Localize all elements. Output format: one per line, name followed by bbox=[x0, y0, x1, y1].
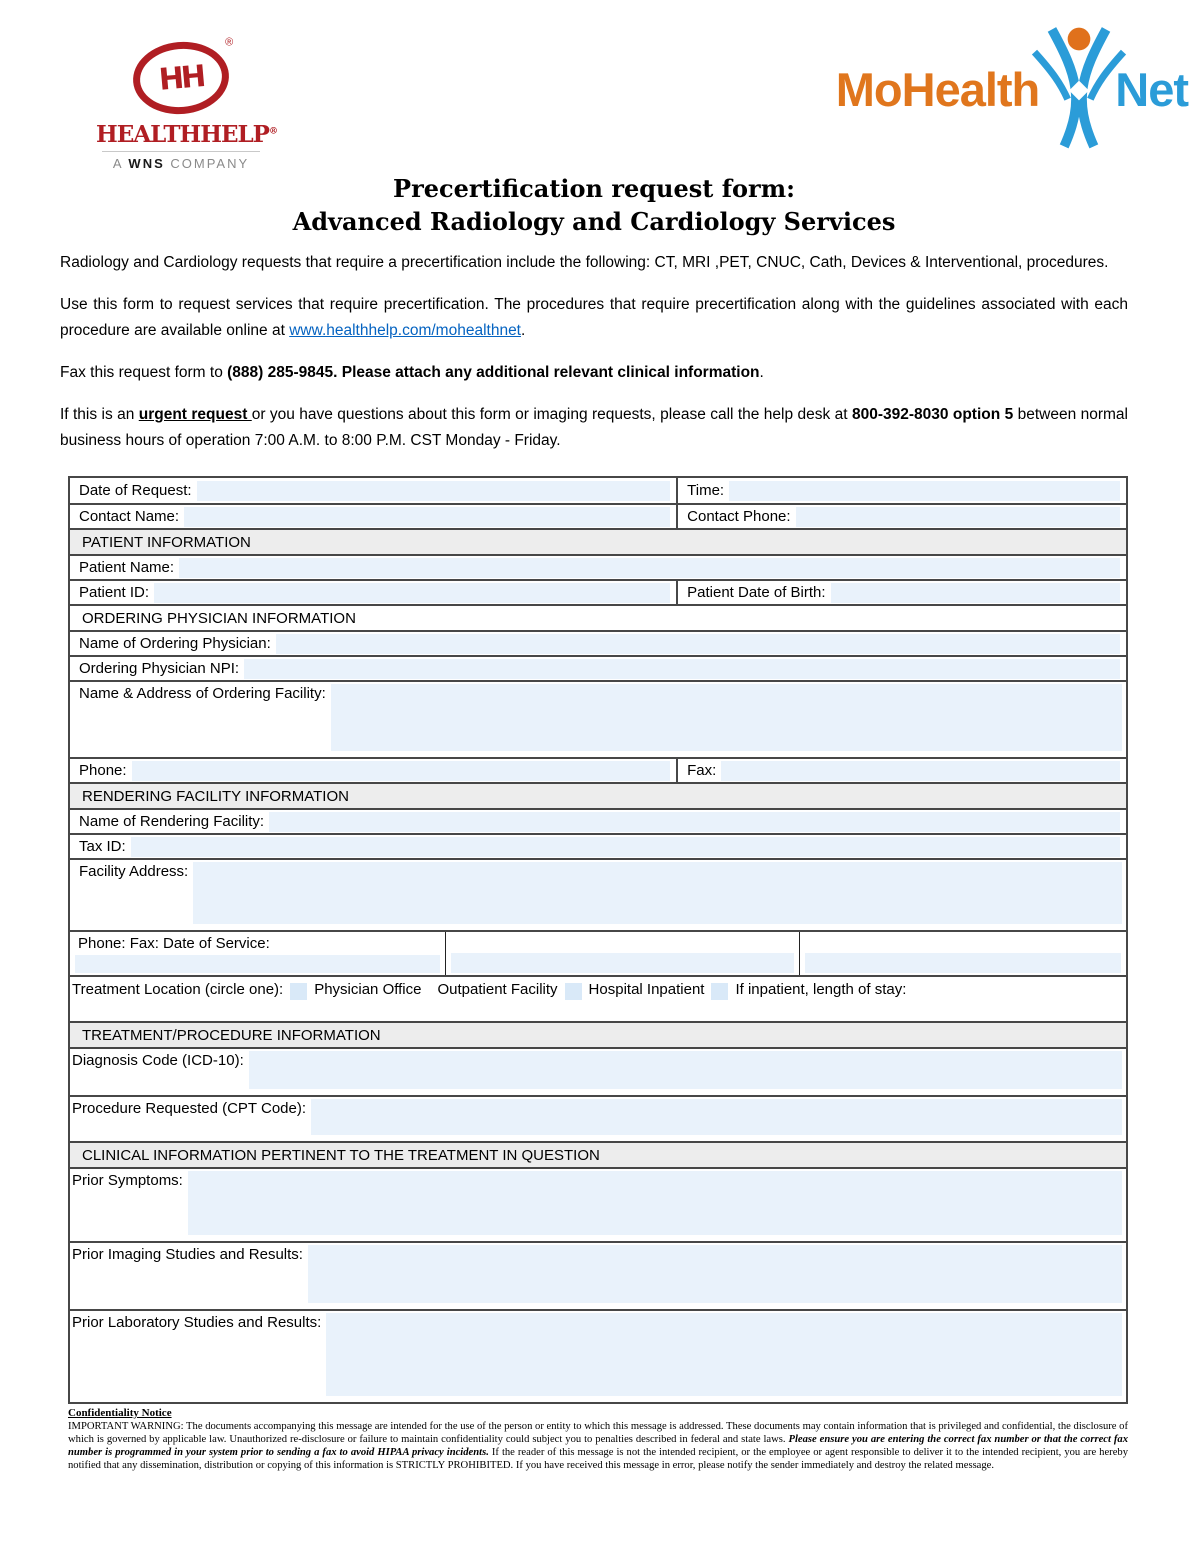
table-row-date-time bbox=[70, 478, 1126, 503]
patient-id-cell bbox=[70, 581, 676, 604]
confidentiality-emphasis: Please ensure you are entering the correct fax number or that the correct fax number is programmed in your system prior to sending a fax to avoid HIPAA privacy incidents. bbox=[68, 1434, 1128, 1458]
prior-symptoms-input[interactable] bbox=[188, 1171, 1122, 1235]
dos-date-cell bbox=[799, 932, 1126, 975]
phone-fax-dos-label: Phone: Fax: Date of Service: bbox=[78, 935, 270, 952]
tax-id-input[interactable] bbox=[131, 837, 1120, 857]
physician-office-checkbox[interactable] bbox=[290, 983, 307, 1000]
mohealth-wordmark: MoHealth bbox=[835, 62, 1040, 116]
intro-text-4c: or you have questions about this form or imaging requests, please call the help desk at bbox=[251, 406, 852, 423]
healthhelp-logo bbox=[96, 36, 277, 171]
patient-dob-input[interactable] bbox=[831, 583, 1120, 603]
dos-phone-input[interactable] bbox=[75, 955, 440, 973]
rendering-facility-name-input[interactable] bbox=[269, 812, 1120, 832]
form-title-line2: Advanced Radiology and Cardiology Services bbox=[292, 207, 896, 236]
tagline-prefix: A bbox=[112, 156, 129, 171]
table-row-ordering-facility bbox=[70, 680, 1126, 757]
page-header bbox=[0, 0, 1200, 170]
healthhelp-monogram: HH bbox=[157, 58, 205, 98]
tax-id-cell bbox=[70, 835, 1126, 858]
table-row-phone-fax-dos bbox=[70, 930, 1126, 975]
contact-name-cell bbox=[70, 505, 676, 528]
intro-paragraph-4 bbox=[60, 402, 1128, 454]
section-header-ordering-physician: ORDERING PHYSICIAN INFORMATION bbox=[70, 604, 1126, 630]
mohealthnet-logo bbox=[836, 22, 1188, 156]
registered-mark: ® bbox=[224, 36, 234, 49]
table-row-tax-id bbox=[70, 833, 1126, 858]
table-row-patient-id-dob bbox=[70, 579, 1126, 604]
phone-input[interactable] bbox=[132, 761, 671, 781]
tax-id-label: Tax ID: bbox=[79, 838, 126, 855]
table-row-patient-name bbox=[70, 554, 1126, 579]
dos-fax-input[interactable] bbox=[451, 953, 794, 973]
diagnosis-code-input[interactable] bbox=[249, 1051, 1122, 1089]
confidentiality-text-1: IMPORTANT WARNING: The documents accompanying this message are intended for the use of the person or entity to which this message is addressed. These documents may contain information that is privileged and confidential, the disclosure of which is governed by applicable law. Unauthorized re-disclosure or failure to maintain confidentiality could subject you to penalties described in federal and state laws. bbox=[68, 1421, 1128, 1445]
physician-office-option[interactable]: Physician Office bbox=[314, 981, 422, 998]
ordering-physician-npi-input[interactable] bbox=[244, 659, 1120, 679]
rendering-facility-name-label: Name of Rendering Facility: bbox=[79, 813, 265, 830]
ordering-facility-input[interactable] bbox=[331, 684, 1122, 751]
ordering-physician-npi-cell bbox=[70, 657, 1126, 680]
intro-text-4a: If this is an bbox=[60, 406, 139, 423]
logo-divider bbox=[102, 151, 260, 152]
mohealthnet-figure-icon bbox=[1031, 24, 1127, 150]
table-row-prior-symptoms bbox=[70, 1167, 1126, 1241]
procedure-requested-label: Procedure Requested (CPT Code): bbox=[72, 1100, 307, 1117]
healthhelp-wordmark bbox=[96, 121, 277, 148]
request-form-table bbox=[68, 476, 1128, 1404]
section-header-clinical: CLINICAL INFORMATION PERTINENT TO THE TREATMENT IN QUESTION bbox=[70, 1141, 1126, 1167]
time-cell bbox=[676, 478, 1126, 503]
time-input[interactable] bbox=[729, 481, 1120, 501]
form-title bbox=[60, 172, 1128, 238]
healthhelp-oval-icon bbox=[130, 38, 232, 118]
facility-address-label: Facility Address: bbox=[79, 863, 189, 880]
rendering-facility-name-cell bbox=[70, 810, 1126, 833]
ordering-physician-name-label: Name of Ordering Physician: bbox=[79, 635, 271, 652]
contact-name-label: Contact Name: bbox=[79, 508, 180, 525]
form-title-line1: Precertification request form: bbox=[393, 174, 795, 203]
intro-text-3c: . bbox=[759, 364, 764, 381]
section-header-patient: PATIENT INFORMATION bbox=[70, 528, 1126, 554]
intro-paragraph-1 bbox=[60, 250, 1128, 276]
patient-id-label: Patient ID: bbox=[79, 584, 150, 601]
net-wordmark: Net bbox=[1115, 62, 1188, 116]
table-row-ordering-physician-npi bbox=[70, 655, 1126, 680]
help-desk-number-text: 800-392-8030 option 5 bbox=[851, 406, 1014, 423]
patient-dob-label: Patient Date of Birth: bbox=[687, 584, 826, 601]
fax-input[interactable] bbox=[721, 761, 1120, 781]
hospital-inpatient-checkbox[interactable] bbox=[565, 983, 582, 1000]
ordering-physician-name-cell bbox=[70, 632, 1126, 655]
phone-cell bbox=[70, 759, 676, 782]
prior-imaging-input[interactable] bbox=[308, 1245, 1122, 1303]
prior-imaging-label: Prior Imaging Studies and Results: bbox=[72, 1246, 303, 1263]
wns-brand: WNS bbox=[128, 156, 165, 171]
time-label: Time: bbox=[687, 482, 725, 499]
prior-lab-label: Prior Laboratory Studies and Results: bbox=[72, 1314, 322, 1331]
fax-cell bbox=[676, 759, 1126, 782]
confidentiality-text-2: If the reader of this message is not the intended recipient, or the employee or agent responsible to deliver it to the intended recipient, you are hereby notified that any dissemination, distribution or copying of this information is STRICTLY PROHIBITED. If you have received this message in error, please notify the sender immediately and destroy the related message. bbox=[68, 1447, 1128, 1471]
dos-fax-cell bbox=[445, 932, 799, 975]
confidentiality-notice bbox=[68, 1407, 1128, 1472]
hospital-inpatient-option[interactable]: Hospital Inpatient bbox=[588, 981, 705, 998]
table-row-ordering-physician-name bbox=[70, 630, 1126, 655]
outpatient-facility-option[interactable]: Outpatient Facility bbox=[437, 981, 558, 998]
date-of-request-label: Date of Request: bbox=[79, 482, 192, 499]
table-row-diagnosis-code bbox=[70, 1047, 1126, 1095]
intro-text-3a: Fax this request form to bbox=[60, 364, 228, 381]
dos-spacer bbox=[446, 932, 799, 938]
dos-phone-cell bbox=[70, 932, 445, 975]
contact-phone-cell bbox=[676, 505, 1126, 528]
facility-address-input[interactable] bbox=[193, 862, 1122, 924]
treatment-location-label: Treatment Location (circle one): bbox=[72, 981, 284, 998]
contact-phone-input[interactable] bbox=[796, 507, 1120, 527]
phone-label: Phone: bbox=[79, 762, 127, 779]
confidentiality-body bbox=[68, 1420, 1128, 1472]
table-row-rendering-facility-name bbox=[70, 808, 1126, 833]
intro-text-2a: Use this form to request services that require precertification. The procedures that require precertification along with the guidelines associated with each procedure are available online at bbox=[60, 296, 1128, 339]
dos-date-input[interactable] bbox=[805, 953, 1121, 973]
section-header-rendering-facility: RENDERING FACILITY INFORMATION bbox=[70, 782, 1126, 808]
intro-text-4e: between normal business hours of operation 7:00 A.M. to 8:00 P.M. CST Monday - Friday. bbox=[60, 406, 1128, 449]
table-row-phone-fax bbox=[70, 757, 1126, 782]
wns-tagline bbox=[96, 156, 266, 171]
diagnosis-code-label: Diagnosis Code (ICD-10): bbox=[72, 1052, 244, 1069]
patient-name-label: Patient Name: bbox=[79, 559, 175, 576]
ordering-physician-npi-label: Ordering Physician NPI: bbox=[79, 660, 240, 677]
table-row-facility-address bbox=[70, 858, 1126, 930]
confidentiality-heading: Confidentiality Notice bbox=[68, 1407, 172, 1419]
ordering-facility-label: Name & Address of Ordering Facility: bbox=[79, 685, 326, 702]
inpatient-length-label: If inpatient, length of stay: bbox=[735, 981, 907, 998]
contact-name-input[interactable] bbox=[184, 507, 670, 527]
fax-number-text: (888) 285-9845. Please attach any additional relevant clinical information bbox=[227, 364, 760, 381]
dos-spacer bbox=[800, 932, 1126, 938]
patient-dob-cell bbox=[676, 581, 1126, 604]
registered-mark: ® bbox=[268, 126, 277, 137]
prior-symptoms-label: Prior Symptoms: bbox=[72, 1172, 183, 1189]
inpatient-length-checkbox[interactable] bbox=[711, 983, 728, 1000]
fax-label: Fax: bbox=[687, 762, 717, 779]
table-row-treatment-location bbox=[70, 975, 1126, 1021]
urgent-request-text: urgent request bbox=[138, 406, 252, 423]
table-row-procedure-requested bbox=[70, 1095, 1126, 1141]
table-row-prior-imaging bbox=[70, 1241, 1126, 1309]
section-header-treatment: TREATMENT/PROCEDURE INFORMATION bbox=[70, 1021, 1126, 1047]
patient-id-input[interactable] bbox=[154, 583, 670, 603]
ordering-physician-name-input[interactable] bbox=[276, 634, 1120, 654]
intro-paragraph-3 bbox=[60, 360, 1128, 386]
table-row-prior-lab bbox=[70, 1309, 1126, 1402]
date-of-request-cell bbox=[70, 478, 676, 503]
patient-name-cell bbox=[70, 556, 1126, 579]
tagline-suffix: COMPANY bbox=[164, 156, 250, 171]
date-of-request-input[interactable] bbox=[197, 481, 671, 501]
procedure-requested-input[interactable] bbox=[311, 1099, 1122, 1135]
table-row-contact bbox=[70, 503, 1126, 528]
intro-text-1: Radiology and Cardiology requests that require a precertification include the following: CT, MRI ,PET, CNUC, Cath, Devices & Interventional, procedures. bbox=[60, 254, 1109, 271]
intro-text-2b: . bbox=[521, 322, 526, 339]
prior-lab-input[interactable] bbox=[326, 1313, 1122, 1396]
healthhelp-website-link[interactable]: www.healthhelp.com/mohealthnet bbox=[289, 322, 521, 339]
patient-name-input[interactable] bbox=[179, 558, 1120, 578]
contact-phone-label: Contact Phone: bbox=[687, 508, 791, 525]
intro-paragraph-2 bbox=[60, 292, 1128, 344]
healthhelp-name-text: HEALTHHELP bbox=[96, 121, 269, 148]
